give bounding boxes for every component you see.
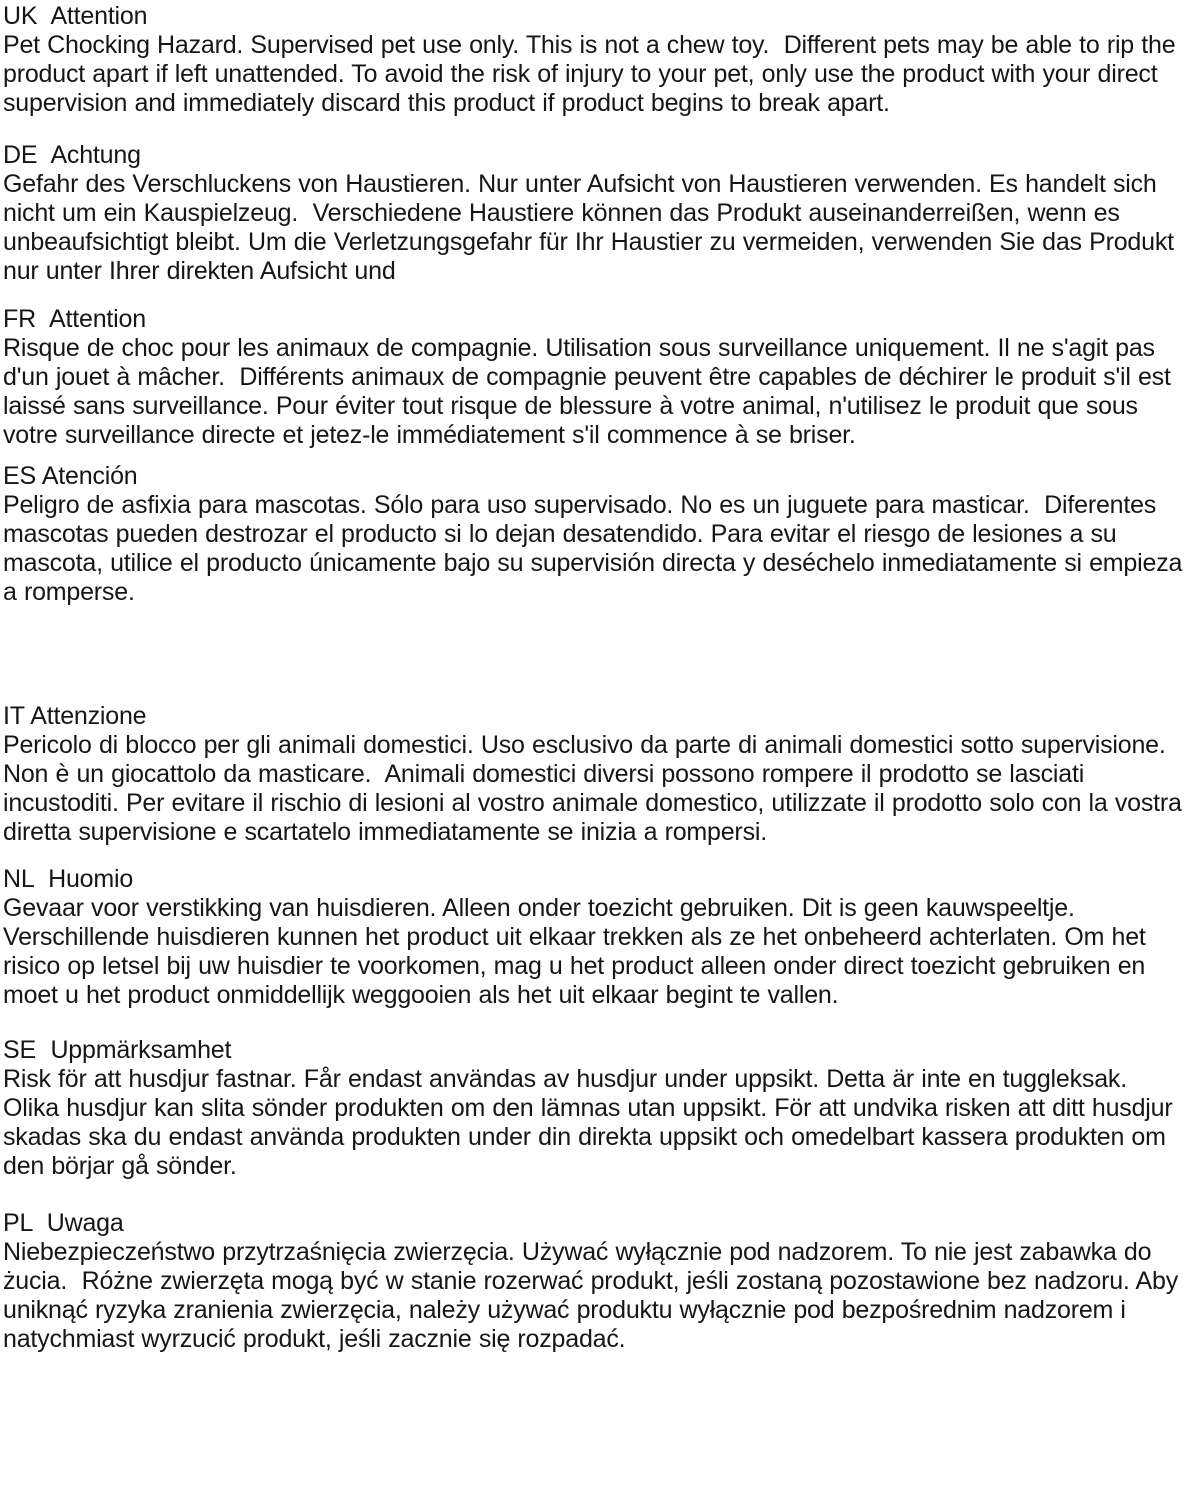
section-heading-nl: NL Huomio	[3, 865, 134, 893]
section-heading-pl: PL Uwaga	[3, 1209, 124, 1237]
warning-section-uk	[3, 2, 1191, 118]
warning-section-de	[3, 141, 1191, 286]
section-heading-es: ES Atención	[3, 462, 138, 490]
section-heading-fr: FR Attention	[3, 305, 146, 333]
warning-section-es	[3, 462, 1191, 607]
warning-section-se	[3, 1036, 1191, 1181]
warning-section-nl	[3, 865, 1191, 1010]
section-body-uk: Pet Chocking Hazard. Supervised pet use only. This is not a chew toy. Different pets may be able to rip the product apart if left unattended. To avoid the risk of injury to your pet, only use the product with your direct supervision and immediately discard this product if product begins to break apart.	[3, 31, 1183, 117]
section-heading-it: IT Attenzione	[3, 702, 147, 730]
section-body-es: Peligro de asfixia para mascotas. Sólo para uso supervisado. No es un juguete para masticar. Diferentes mascotas pueden destrozar el producto si lo dejan desatendido. Para evitar el riesgo de lesiones a su mascota, utilice el producto únicamente bajo su supervisión directa y deséchelo inmediatamente si empieza a romperse.	[3, 491, 1190, 606]
section-body-nl: Gevaar voor verstikking van huisdieren. Alleen onder toezicht gebruiken. Dit is geen kauwspeeltje. Verschillende huisdieren kunnen het product uit elkaar trekken als ze het onbeheerd achterlaten. Om het risico op letsel bij uw huisdier te voorkomen, mag u het product alleen onder direct toezicht gebruiken en moet u het product onmiddellijk weggooien als het uit elkaar begint te vallen.	[3, 894, 1153, 1009]
warning-section-fr	[3, 305, 1191, 450]
section-body-se: Risk för att husdjur fastnar. Får endast användas av husdjur under uppsikt. Detta är inte en tuggleksak. Olika husdjur kan slita sönder produkten om den lämnas utan uppsikt. För att undvika risken att ditt husdjur skadas ska du endast använda produkten under din direkta uppsikt och omedelbart kassera produkten om den börjar gå sönder.	[3, 1065, 1180, 1180]
section-body-de: Gefahr des Verschluckens von Haustieren. Nur unter Aufsicht von Haustieren verwenden. Es handelt sich nicht um ein Kauspielzeug. Verschiedene Haustiere können das Produkt auseinanderreißen, wenn es unbeaufsichtigt bleibt. Um die Verletzungsgefahr für Ihr Haustier zu vermeiden, verwenden Sie das Produkt nur unter Ihrer direkten Aufsicht und	[3, 170, 1182, 285]
warning-section-it	[3, 702, 1191, 847]
section-body-pl: Niebezpieczeństwo przytrzaśnięcia zwierzęcia. Używać wyłącznie pod nadzorem. To nie jest zabawka do żucia. Różne zwierzęta mogą być w stanie rozerwać produkt, jeśli zostaną pozostawione bez nadzoru. Aby uniknąć ryzyka zranienia zwierzęcia, należy używać produktu wyłącznie pod bezpośrednim nadzorem i natychmiast wyrzucić produkt, jeśli zacznie się rozpadać.	[3, 1238, 1186, 1353]
section-heading-se: SE Uppmärksamhet	[3, 1036, 232, 1064]
section-body-it: Pericolo di blocco per gli animali domestici. Uso esclusivo da parte di animali domestici sotto supervisione. Non è un giocattolo da masticare. Animali domestici diversi possono rompere il prodotto se lasciati incustoditi. Per evitare il rischio di lesioni al vostro animale domestico, utilizzate il prodotto solo con la vostra diretta supervisione e scartatelo immediatamente se inizia a rompersi.	[3, 731, 1189, 846]
warning-section-pl	[3, 1209, 1191, 1354]
section-heading-de: DE Achtung	[3, 141, 141, 169]
section-body-fr: Risque de choc pour les animaux de compagnie. Utilisation sous surveillance uniquement. Il ne s'agit pas d'un jouet à mâcher. Différents animaux de compagnie peuvent être capables de déchirer le produit s'il est laissé sans surveillance. Pour éviter tout risque de blessure à votre animal, n'utilisez le produit que sous votre surveillance directe et jetez-le immédiatement s'il commence à se briser.	[3, 334, 1178, 449]
section-heading-uk: UK Attention	[3, 2, 148, 30]
